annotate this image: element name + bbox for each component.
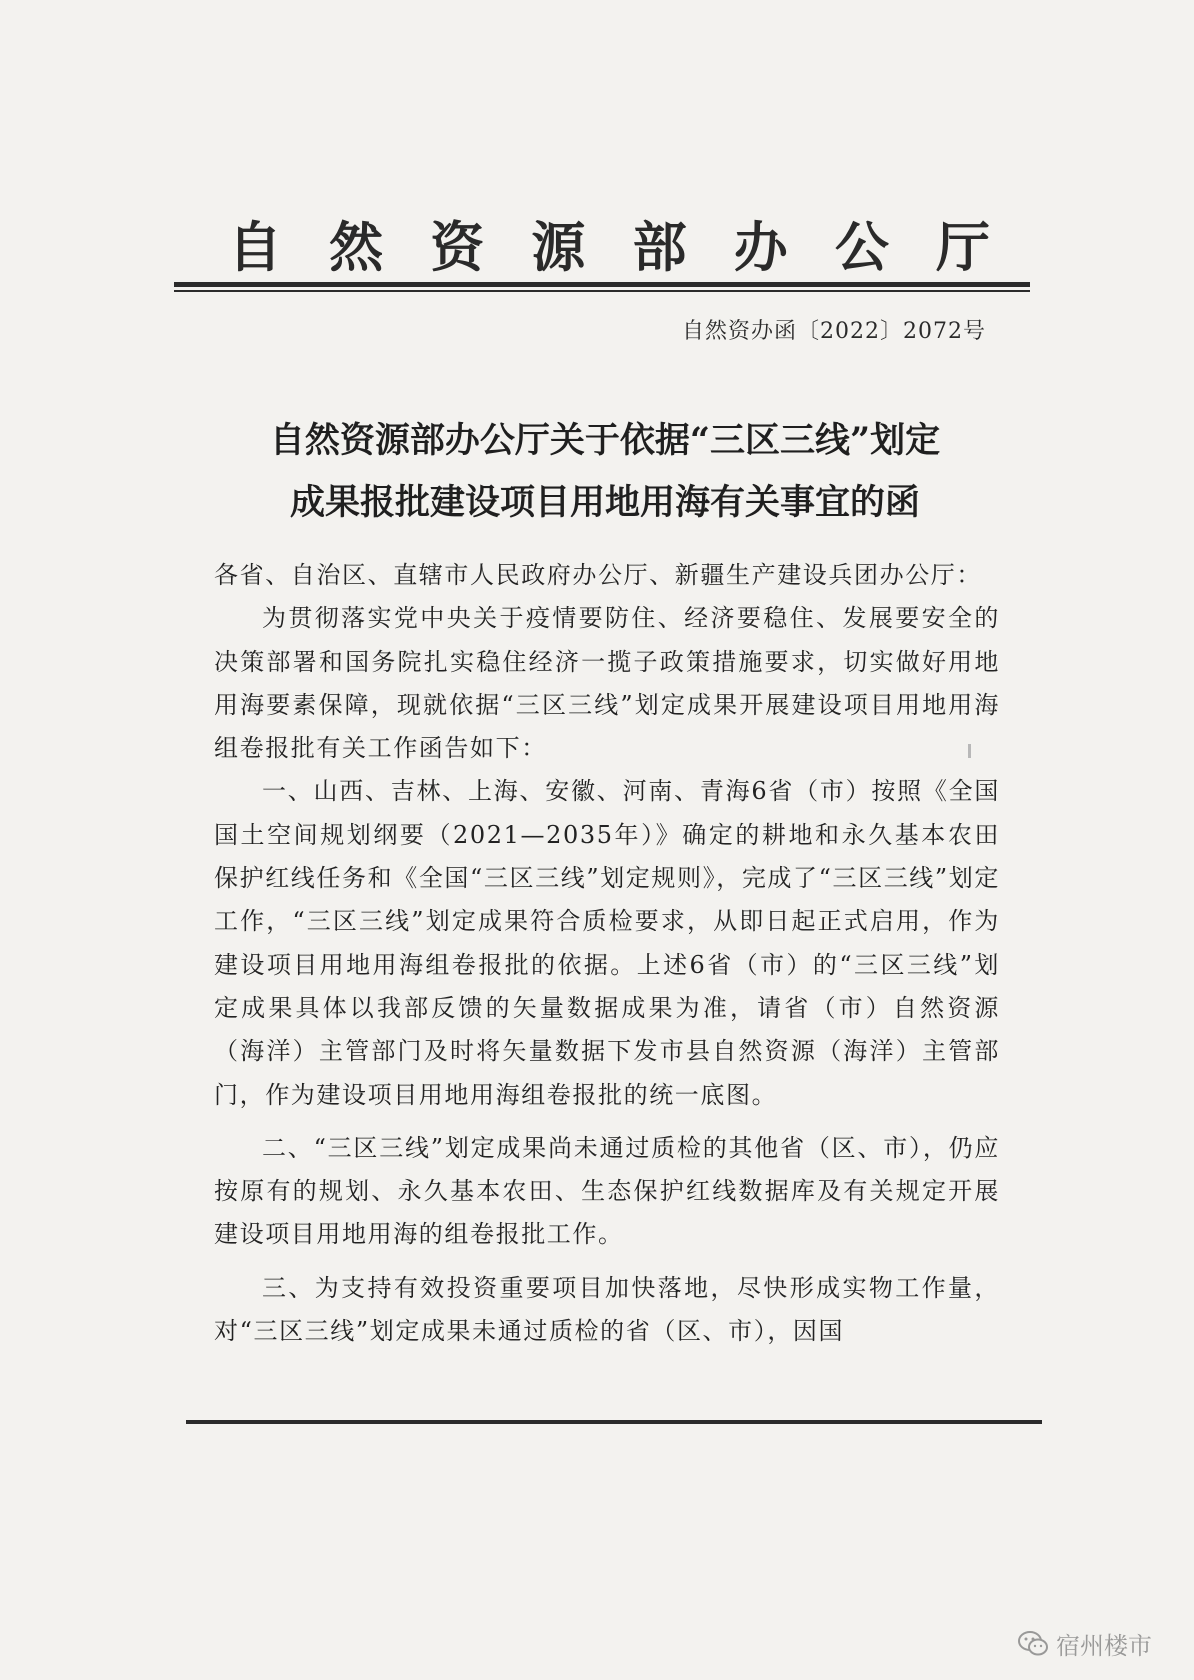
document-title bbox=[180, 410, 1030, 534]
header-divider-thin bbox=[174, 290, 1030, 292]
header-char: 源 bbox=[531, 215, 586, 279]
document-body bbox=[214, 554, 1000, 1353]
body-paragraph: 为贯彻落实党中央关于疫情要防住、经济要稳住、发展要安全的决策部署和国务院扎实稳住经济一揽子政策措施要求，切实做好用地用海要素保障，现就依据“三区三线”划定成果开展建设项目用地用海组卷报批有关工作函告如下： bbox=[214, 604, 1000, 763]
document-number: 自然资办函〔2022〕2072号 bbox=[682, 319, 986, 344]
header-char: 办 bbox=[733, 215, 788, 279]
watermark-text: 宿州楼市 bbox=[1056, 1632, 1152, 1660]
body-paragraph: 二、“三区三线”划定成果尚未通过质检的其他省（区、市），仍应按原有的规划、永久基本农田、生态保护红线数据库及有关规定开展建设项目用地用海的组卷报批工作。 bbox=[214, 1133, 1000, 1249]
title-line-1: 自然资源部办公厅关于依据“三区三线”划定 bbox=[269, 420, 941, 461]
body-paragraph: 三、为支持有效投资重要项目加快落地，尽快形成实物工作量，对“三区三线”划定成果未通过质检的省（区、市），因国 bbox=[214, 1273, 1000, 1346]
page-bottom-divider bbox=[186, 1420, 1042, 1424]
header-char: 公 bbox=[834, 215, 889, 279]
title-line-2: 成果报批建设项目用地用海有关事宜的函 bbox=[289, 482, 920, 523]
header-char: 然 bbox=[329, 215, 384, 279]
issuing-authority-header bbox=[228, 212, 990, 282]
header-char: 自 bbox=[228, 215, 282, 279]
header-divider-thick bbox=[174, 282, 1030, 287]
source-watermark bbox=[1018, 1626, 1152, 1661]
header-char: 厅 bbox=[935, 215, 990, 279]
header-char: 部 bbox=[632, 215, 687, 279]
header-char: 资 bbox=[430, 215, 485, 279]
salutation: 各省、自治区、直辖市人民政府办公厅、新疆生产建设兵团办公厅： bbox=[214, 561, 982, 589]
body-paragraph: 一、山西、吉林、上海、安徽、河南、青海6省（市）按照《全国国土空间规划纲要（2021—2035年）》确定的耕地和永久基本农田保护红线任务和《全国“三区三线”划定规则》，完成了“三区三线”划定工作，“三区三线”划定成果符合质检要求，从即日起正式启用，作为建设项目用地用海组卷报批的依据。上述6省（市）的“三区三线”划定成果具体以我部反馈的矢量数据成果为准，请省（市）自然资源（海洋）主管部门及时将矢量数据下发市县自然资源（海洋）主管部门，作为建设项目用地用海组卷报批的统一底图。 bbox=[214, 777, 1000, 1109]
wechat-icon bbox=[1018, 1631, 1048, 1657]
